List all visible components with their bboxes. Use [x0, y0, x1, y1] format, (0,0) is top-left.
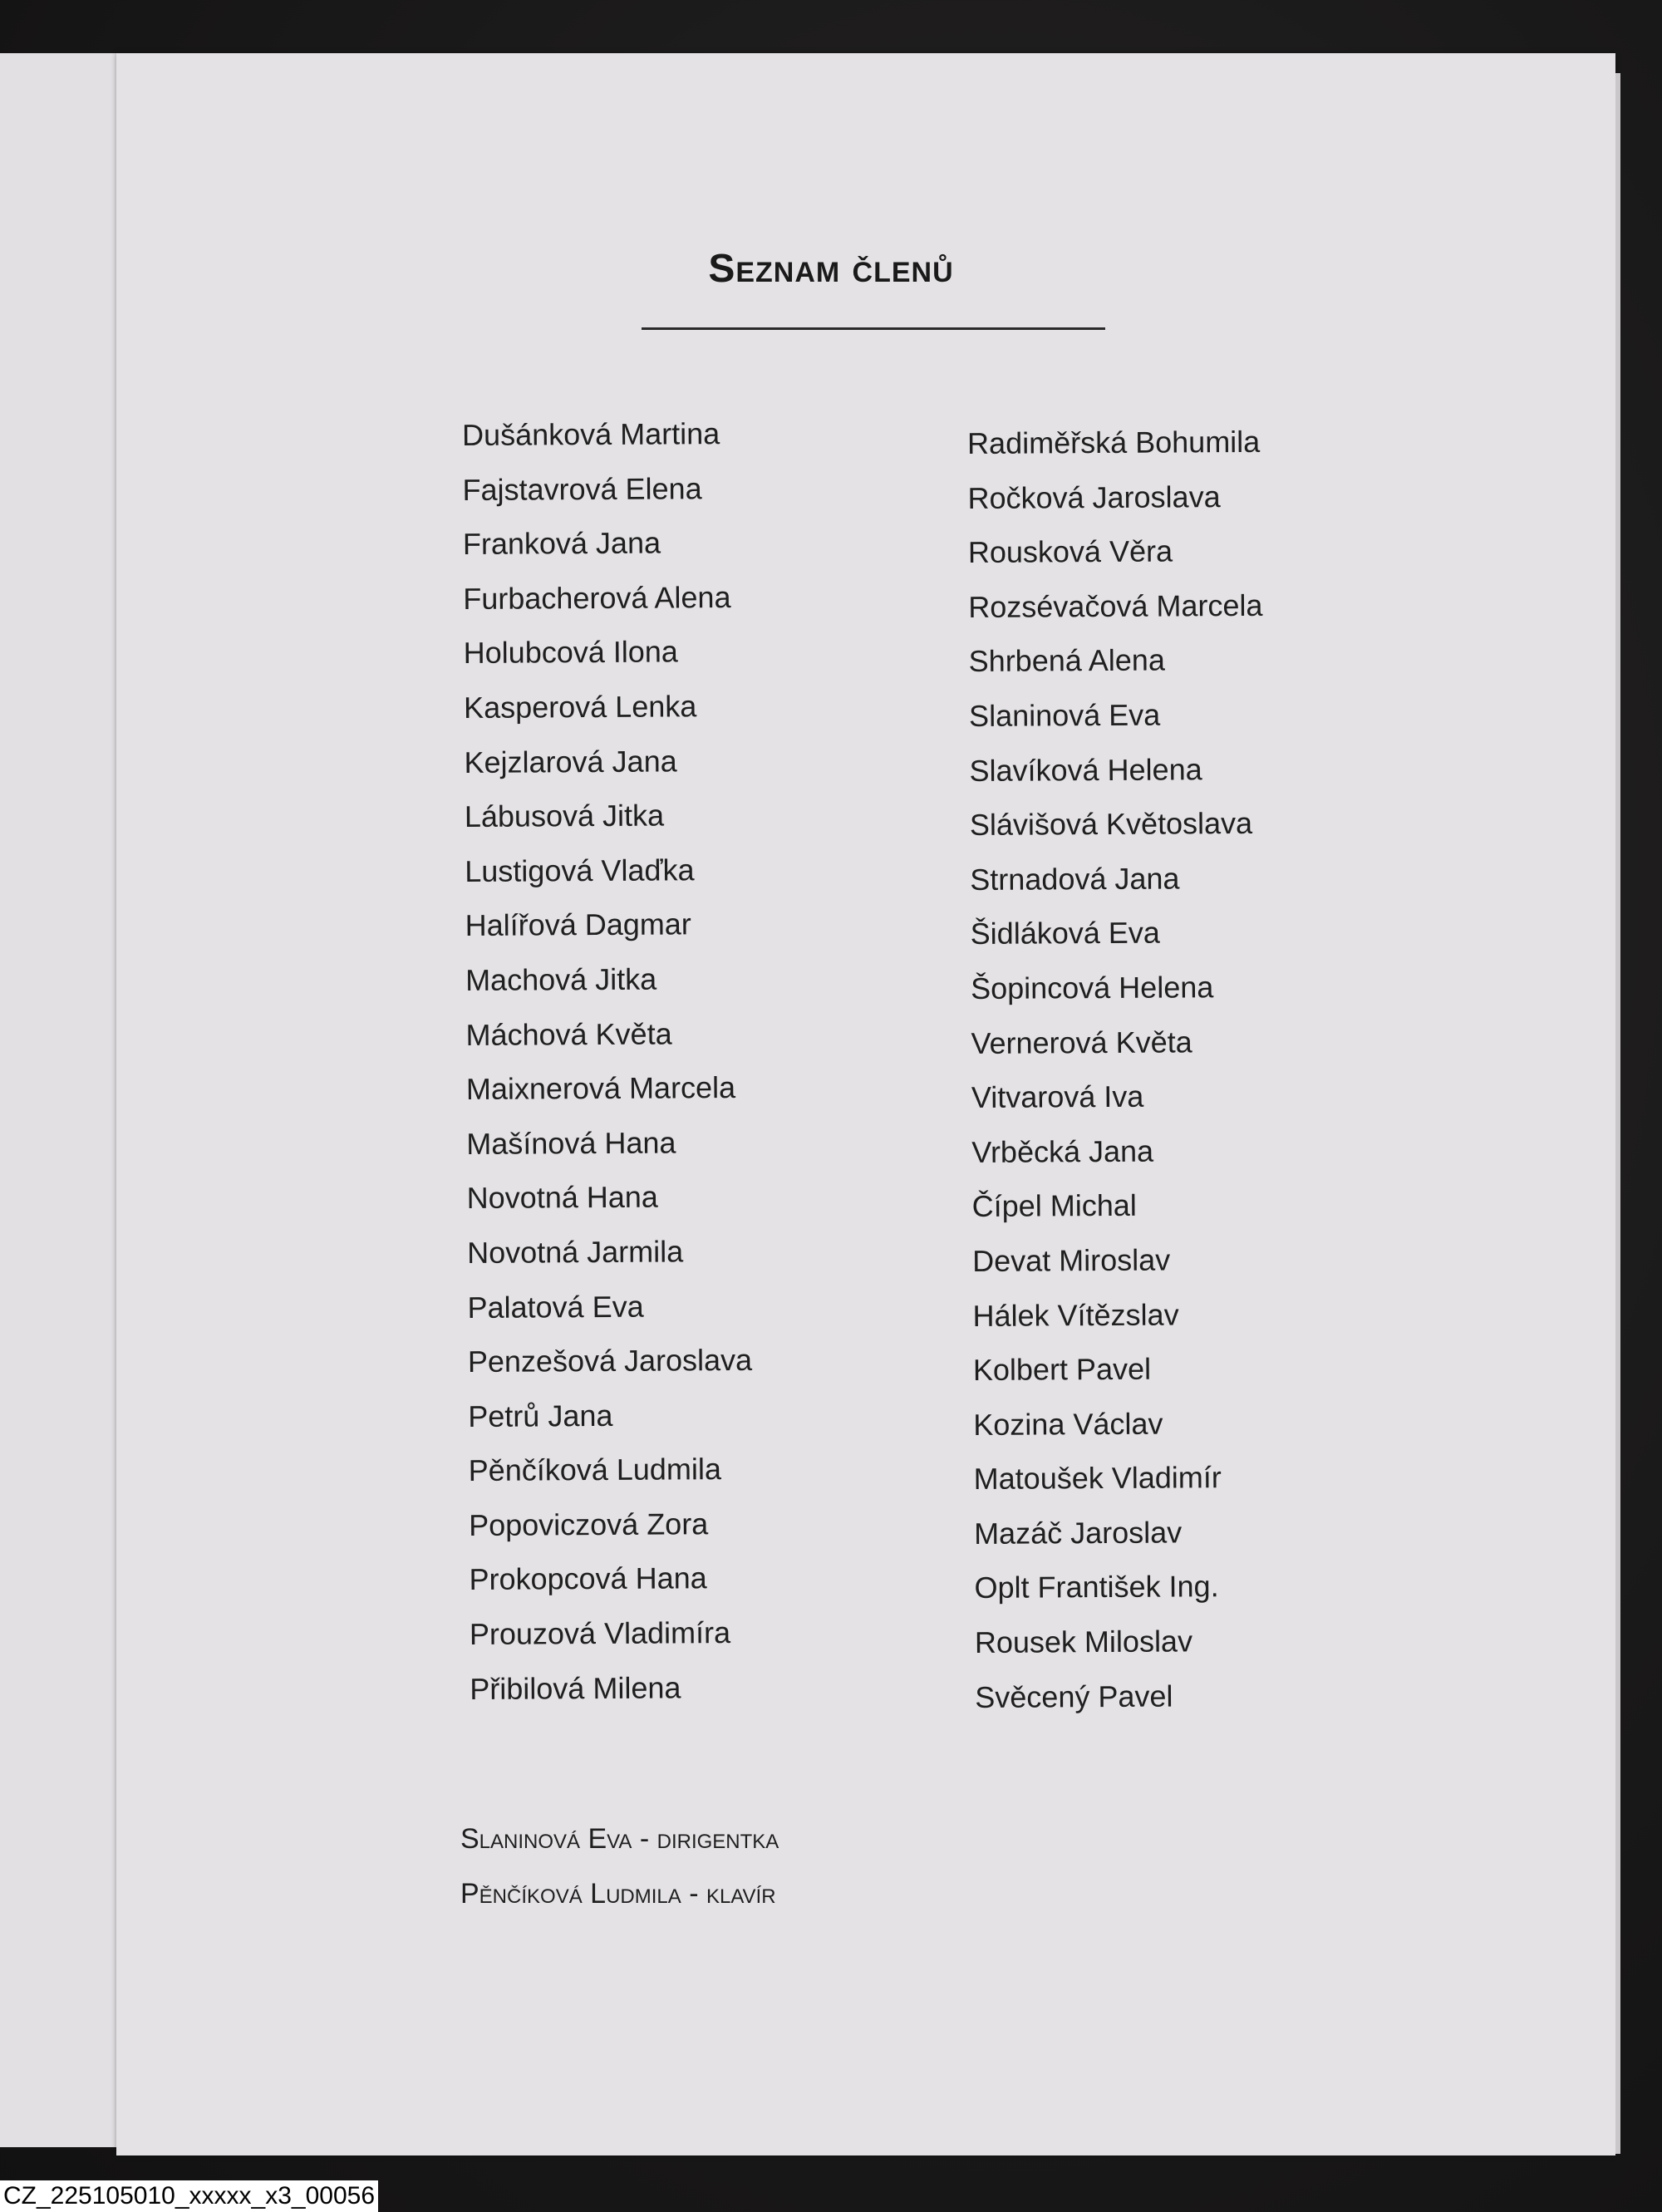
role-line: Slaninová Eva - dirigentka	[460, 1823, 779, 1855]
member-name: Machová Jitka	[465, 961, 657, 997]
member-name: Slavíková Helena	[969, 751, 1202, 788]
member-name: Máchová Květa	[465, 1016, 672, 1052]
roles-list	[460, 1825, 779, 1934]
member-name: Hálek Vítězslav	[972, 1296, 1179, 1333]
page-edge-shadow	[1615, 73, 1620, 2154]
member-name: Fajstavrová Elena	[462, 470, 702, 507]
member-name: Kejzlarová Jana	[464, 743, 677, 779]
member-name: Franková Jana	[462, 525, 661, 562]
member-name: Radiměřská Bohumila	[966, 424, 1261, 460]
member-name: Ročková Jaroslava	[967, 479, 1221, 515]
member-name: Prouzová Vladimíra	[469, 1615, 731, 1652]
member-name: Furbacherová Alena	[463, 579, 731, 616]
member-name: Šopincová Helena	[970, 970, 1214, 1005]
member-name: Oplt František Ing.	[974, 1569, 1219, 1605]
member-name: Lustigová Vlaďka	[465, 853, 695, 888]
member-name: Vitvarová Iva	[971, 1079, 1144, 1115]
member-name: Strnadová Jana	[970, 861, 1180, 897]
member-name: Dušánková Martina	[461, 416, 720, 452]
title-divider	[642, 327, 1105, 330]
member-name: Vernerová Květa	[971, 1024, 1192, 1060]
document-page	[116, 53, 1615, 2155]
member-name: Kasperová Lenka	[463, 689, 697, 725]
member-name: Šidláková Eva	[970, 915, 1160, 951]
member-name: Přibilová Milena	[470, 1670, 681, 1706]
member-name: Maixnerová Marcela	[465, 1070, 736, 1107]
member-name: Rozsévačová Marcela	[968, 587, 1263, 624]
member-name: Novotná Hana	[466, 1179, 658, 1216]
role-line: Pěnčíková Ludmila - klavír	[460, 1878, 776, 1910]
page-title: Seznam členů	[708, 247, 954, 291]
member-name: Svěcený Pavel	[975, 1679, 1173, 1714]
member-name: Mašínová Hana	[466, 1125, 676, 1161]
member-name: Halířová Dagmar	[465, 907, 691, 943]
member-name: Petrů Jana	[468, 1398, 613, 1433]
members-list-left	[461, 416, 755, 1728]
member-name: Rousek Miloslav	[974, 1624, 1193, 1660]
member-name: Novotná Jarmila	[466, 1234, 684, 1270]
member-name: Kolbert Pavel	[972, 1351, 1152, 1388]
member-name: Prokopcová Hana	[469, 1561, 707, 1597]
member-name: Popoviczová Zora	[468, 1507, 709, 1542]
scan-caption: CZ_225105010_xxxxx_x3_00056	[0, 2180, 378, 2212]
member-name: Pěnčíková Ludmila	[468, 1452, 722, 1488]
member-name: Čípel Michal	[971, 1188, 1137, 1224]
member-name: Slávišová Květoslava	[969, 806, 1253, 843]
member-name: Kozina Václav	[973, 1406, 1163, 1442]
members-list-right	[966, 424, 1270, 1737]
member-name: Matoušek Vladimír	[973, 1460, 1222, 1497]
member-name: Vrběcká Jana	[971, 1133, 1154, 1169]
member-name: Slaninová Eva	[968, 697, 1161, 733]
member-name: Shrbená Alena	[968, 642, 1166, 679]
member-name: Palatová Eva	[467, 1289, 644, 1325]
member-name: Penzešová Jaroslava	[467, 1342, 753, 1379]
member-name: Mazáč Jaroslav	[973, 1515, 1183, 1551]
member-name: Rousková Věra	[967, 533, 1173, 570]
member-name: Holubcová Ilona	[463, 634, 679, 671]
member-name: Lábusová Jitka	[464, 798, 665, 834]
member-name: Devat Miroslav	[971, 1242, 1171, 1278]
